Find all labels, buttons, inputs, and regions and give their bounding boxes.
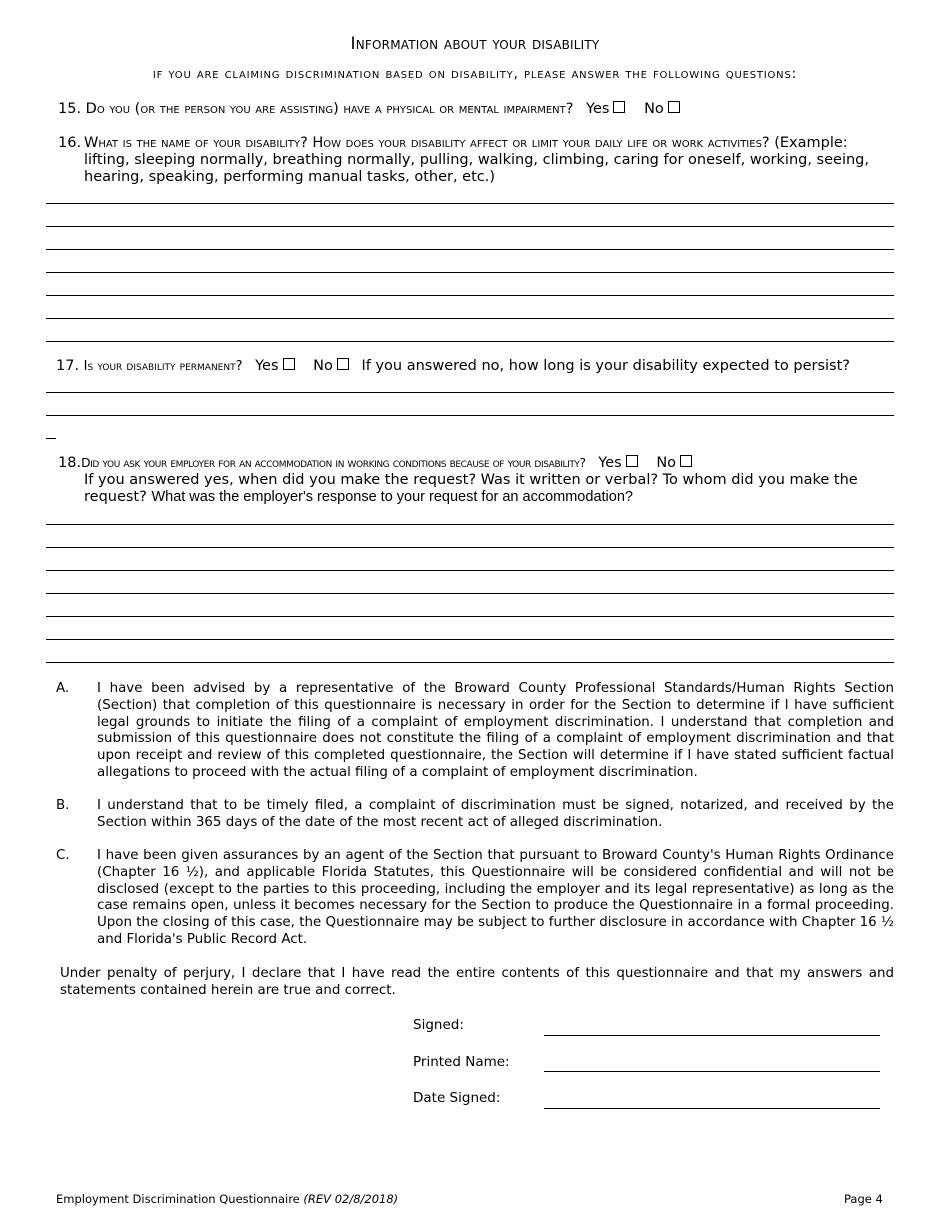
q18-followup-1: If you answered yes, when did you make the request? Was it written or verbal? To whom did you make the request? [84,472,858,505]
q18-followup-2: What was the employer's response to your request for an accommodation? [151,489,633,505]
question-15 [58,101,898,118]
q18-answer-line[interactable] [46,616,894,617]
form-revision: (REV 02/8/2018) [303,1192,399,1206]
q17-no-label: No [313,358,333,374]
q17-answer-line[interactable] [46,415,894,416]
statement-c: I have been given assurances by an agent of the Section that pursuant to Broward County's Human Rights Ordinance (Chapter 16 ½), and applicable Florida Statutes, this Questionnaire will be considered confidential and will not be disclosed (except to the parties to this proceeding, including the employer and its legal representative) as long as the case remains open, unless it becomes necessary for the Section to produce the Questionnaire in a formal proceeding. Upon the closing of this case, the Questionnaire may be subject to further disclosure in accordance with Chapter 16 ½ and Florida's Public Record Act. [97,848,894,947]
q18-answer-line[interactable] [46,547,894,548]
question-text: What is the name of your disability? How does your disability affect or limit your daily life or work activities? [84,135,770,151]
question-number: 17. [56,358,80,374]
section-title: Information about your disability [350,34,600,54]
q18-yes-label: Yes [598,455,622,471]
question-16-number: 16. [58,135,82,151]
q17-yes-label: Yes [255,358,279,374]
q17-no-checkbox[interactable] [337,358,349,370]
q17-yes-checkbox[interactable] [283,358,295,370]
question-example: (Example: lifting, sleeping normally, breathing normally, pulling, walking, climbing, caring for oneself, working, seeing, hearing, speaking, performing manual tasks, other, etc.) [84,135,869,185]
statement-c-letter: C. [56,848,70,863]
q17-answer-line[interactable] [46,392,894,393]
q15-yes-label: Yes [586,101,610,117]
section-instructions: if you are claiming discrimination based on disability, please answer the following questions: [152,66,798,82]
question-number: 18. [58,455,82,471]
statement-b: I understand that to be timely filed, a complaint of discrimination must be signed, notarized, and received by the Section within 365 days of the date of the most recent act of alleged discrimination. [97,798,894,830]
q16-answer-line[interactable] [46,318,894,319]
q16-answer-line[interactable] [46,226,894,227]
q16-answer-line[interactable] [46,203,894,204]
perjury-declaration: Under penalty of perjury, I declare that I have read the entire contents of this questionnaire and that my answers and statements contained herein are true and correct. [60,966,894,998]
q18-answer-line[interactable] [46,593,894,594]
q15-no-checkbox[interactable] [668,101,680,113]
q18-no-checkbox[interactable] [680,455,692,467]
page-number: Page 4 [844,1192,883,1206]
printed-name-field[interactable] [544,1071,880,1072]
form-name: Employment Discrimination Questionnaire [56,1192,300,1206]
printed-name-label: Printed Name: [413,1054,510,1070]
q16-answer-line[interactable] [46,341,894,342]
statement-a-letter: A. [56,681,70,696]
q16-answer-line[interactable] [46,295,894,296]
q18-answer-line[interactable] [46,639,894,640]
q18-no-label: No [656,455,677,471]
signed-field[interactable] [544,1035,880,1036]
q16-answer-line[interactable] [46,249,894,250]
statement-b-letter: B. [56,798,70,813]
signed-label: Signed: [413,1017,464,1033]
q15-yes-checkbox[interactable] [613,101,625,113]
stray-mark [46,438,56,439]
q18-answer-line[interactable] [46,524,894,525]
question-text: Is your disability permanent? [83,359,243,374]
question-number: 15. [58,101,82,117]
question-17 [56,358,896,375]
question-18-followup [84,472,884,506]
question-16 [84,135,894,186]
date-signed-label: Date Signed: [413,1090,501,1106]
q18-answer-line[interactable] [46,570,894,571]
q18-yes-checkbox[interactable] [626,455,638,467]
question-18 [58,455,898,472]
q17-followup: If you answered no, how long is your disability expected to persist? [361,358,850,374]
q15-no-label: No [644,101,664,117]
q18-answer-line[interactable] [46,662,894,663]
date-signed-field[interactable] [544,1108,880,1109]
question-text: Did you ask your employer for an accommodation in working conditions because of your disability? [81,456,586,470]
q16-answer-line[interactable] [46,272,894,273]
statement-a: I have been advised by a representative of the Broward County Professional Standards/Human Rights Section (Section) that completion of this questionnaire is necessary in order for the Section to determine if I have sufficient legal grounds to initiate the filing of a complaint of employment discrimination. I understand that completion and submission of this questionnaire does not constitute the filing of a complaint of employment discrimination and that upon receipt and review of this completed questionnaire, the Section will determine if I have stated sufficient factual allegations to proceed with the actual filing of a complaint of employment discrimination. [97,681,894,780]
question-text: Do you (or the person you are assisting) have a physical or mental impairment? [85,101,574,117]
footer-form-name [56,1192,398,1206]
